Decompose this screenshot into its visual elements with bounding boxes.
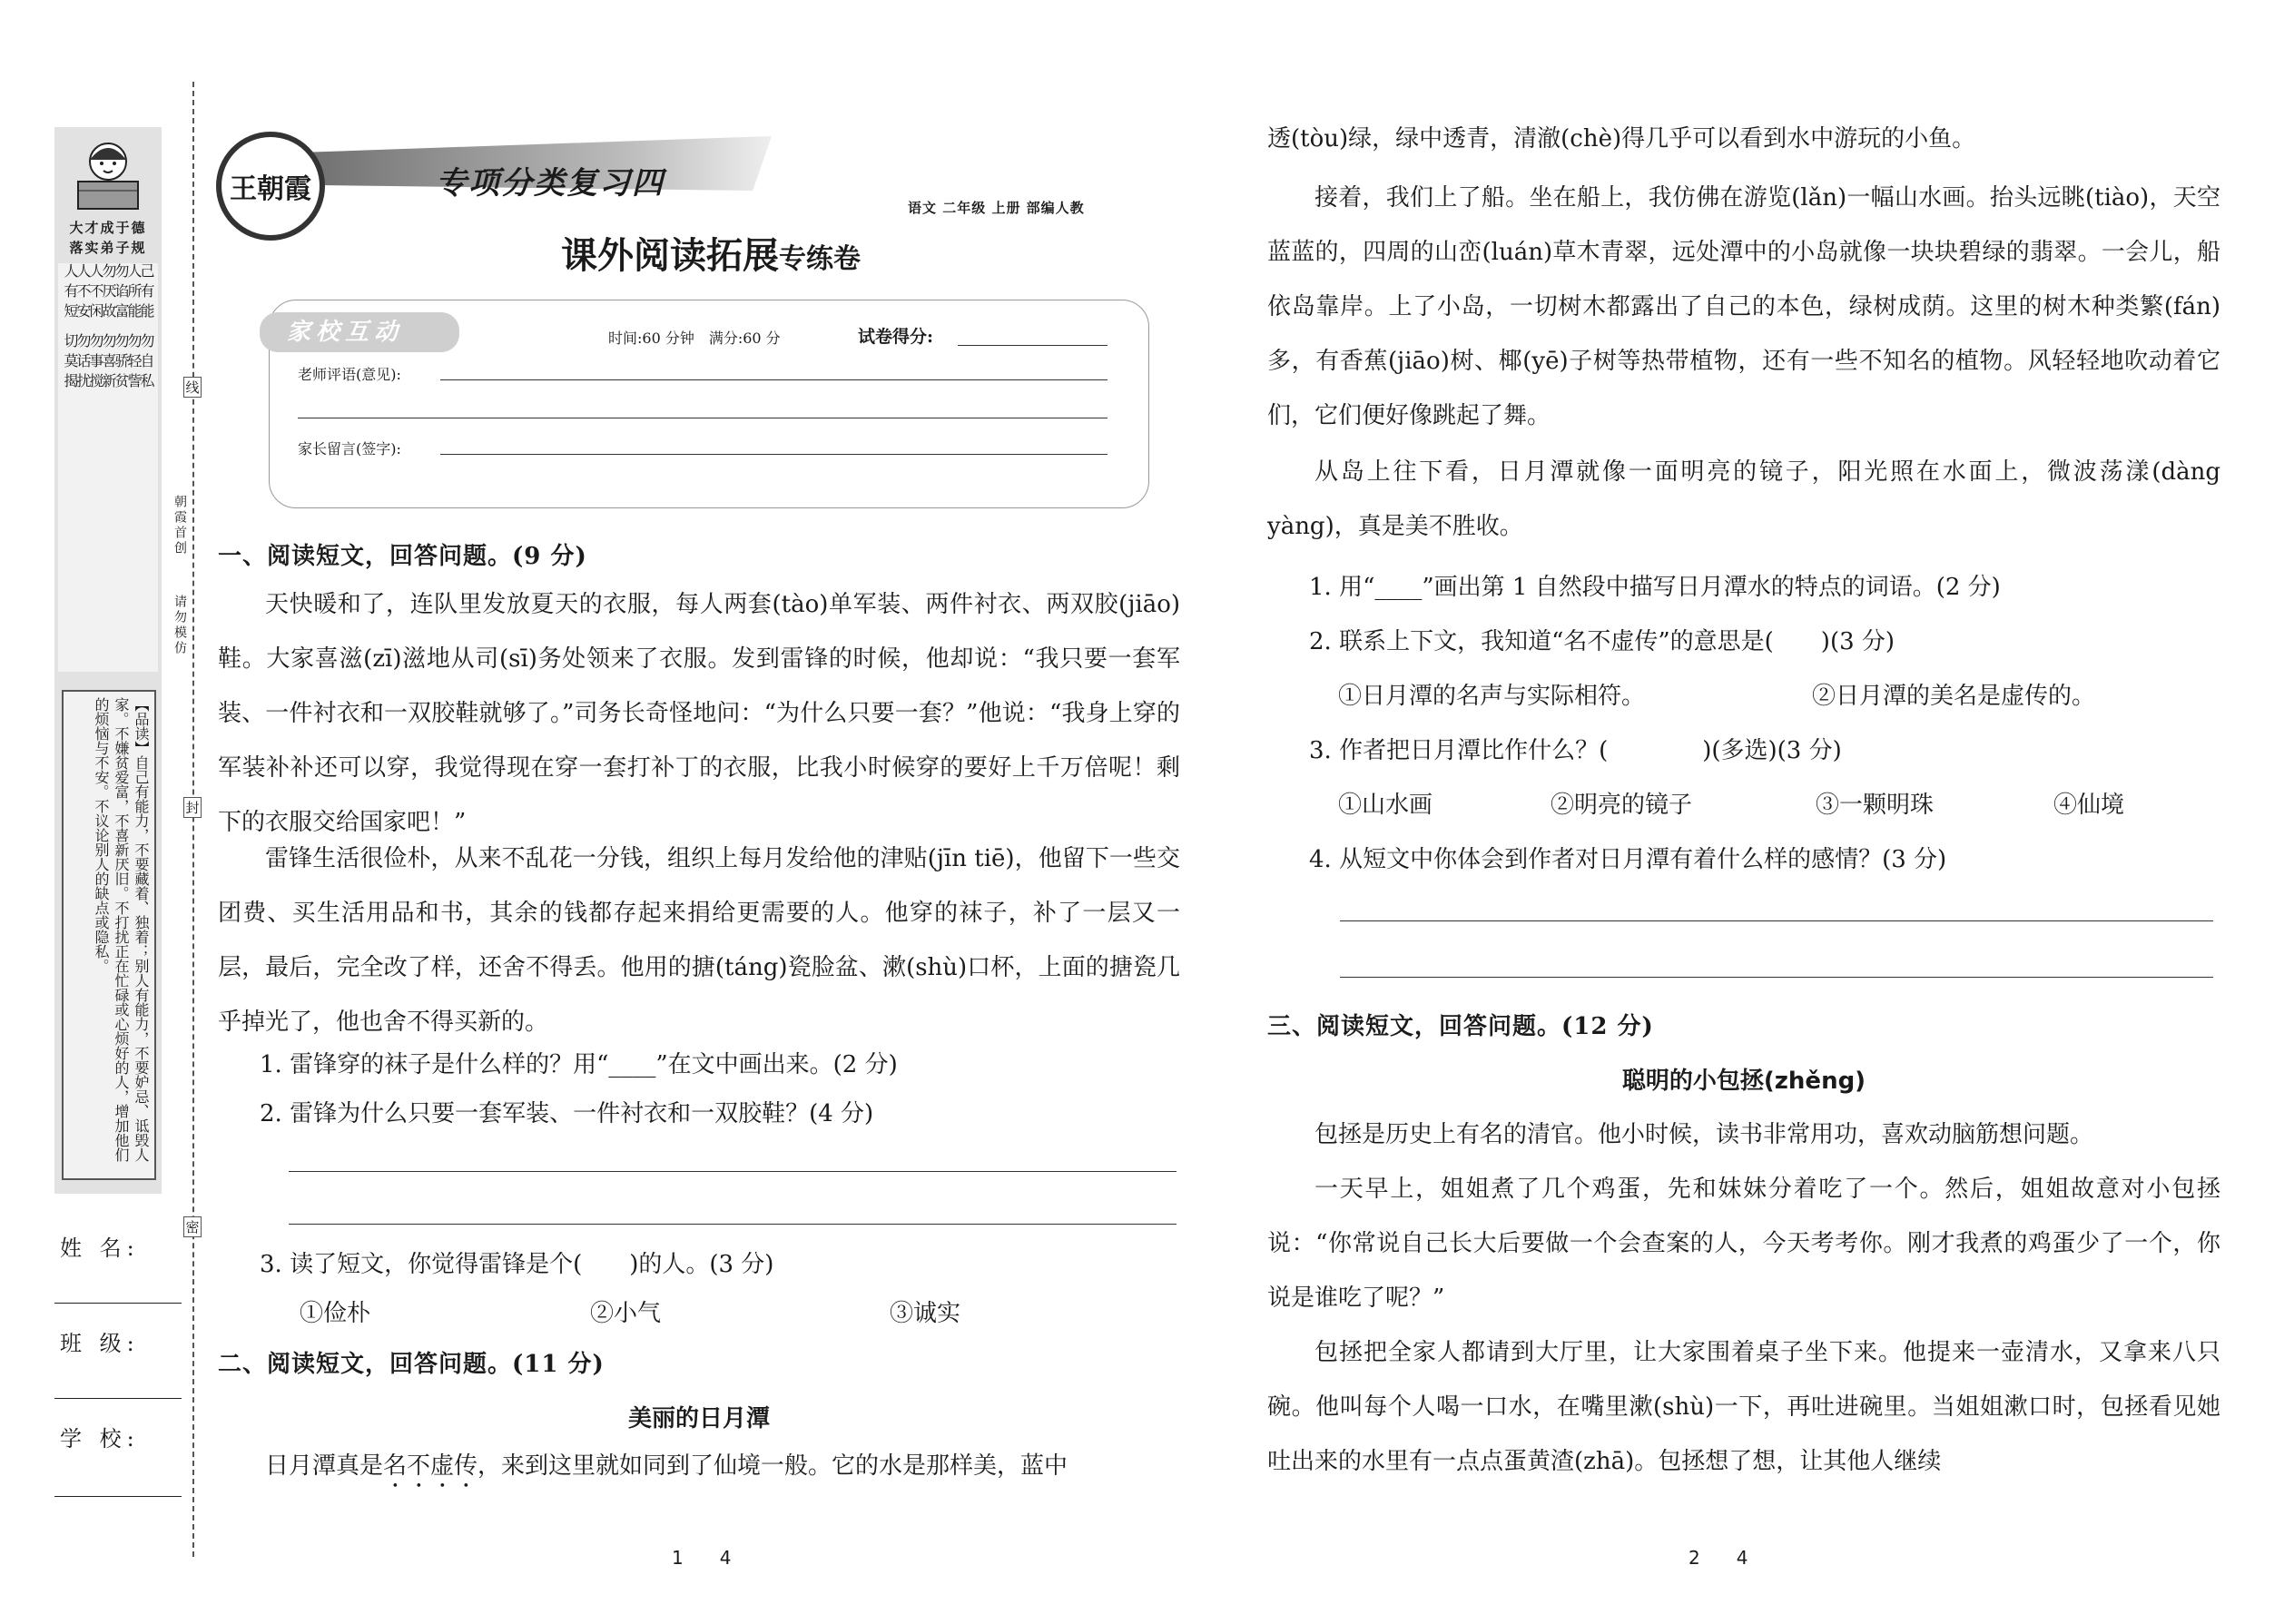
motto-bottom: 落实弟子规 [69,240,147,256]
option-a[interactable]: ①俭朴 [300,1300,371,1327]
answer-line[interactable] [1340,920,2213,921]
class-field[interactable] [54,1398,182,1399]
main-title [561,227,861,279]
text-run: ，来到这里就如同到了仙境一般。它的水是那样美，蓝中 [478,1452,1068,1480]
passage-3-paragraph-2: 一天早上，姐姐煮了几个鸡蛋，先和妹妹分着吃了一个。然后，姐姐故意对小包拯说：“你常说自己长大后要做一个会查案的人，今天考考你。刚才我煮的鸡蛋少了一个，你说是谁吃了呢？” [1267,1176,2220,1312]
passage-2-paragraph-1-cont: 透(tòu)绿，绿中透青，清澈(chè)得几乎可以看到水中游玩的小鱼。 [1267,125,1976,153]
page-number-left: 1 4 [672,1547,732,1569]
question-2-2: 2. 联系上下文，我知道“名不虚传”的意思是( )(3 分) [1309,628,1895,655]
teacher-comment-field[interactable] [440,379,1108,380]
parent-message-label: 家长留言(签字): [298,440,401,458]
seal-line-mark: 线 [183,377,202,398]
brand-logo [216,132,325,241]
rule-line: 勿厌故 勿喜新 [100,263,117,394]
answer-line[interactable] [1340,977,2213,978]
passage-2-paragraph-3: 从岛上往下看，日月潭就像一面明亮的镜子，阳光照在水面上，微波荡漾(dàng yàng)，真是美不胜收。 [1267,458,2220,540]
name-field[interactable] [54,1303,182,1304]
section-1-title: 一、阅读短文，回答问题。(9 分) [218,543,587,570]
option-c[interactable]: ③一颗明珠 [1816,792,1935,819]
option-a[interactable]: ①日月潭的名声与实际相符。 [1338,683,1646,710]
emphasized-phrase: 名不虚传 [383,1452,478,1480]
passage-1-paragraph-1: 天快暖和了，连队里发放夏天的衣服，每人两套(tào)单军装、两件衬衣、两双胶(jiāo)鞋。大家喜滋(zī)滋地从司(sī)务处领来了衣服。发到雷锋的时候，他却说：“我只要一套军装、一件衬衣和一双胶鞋就够了。”司务长奇怪地问：“为什么只要一套？”他说：“我身上穿的军装补补还可以穿，我觉得现在穿一套打补丁的衣服，比我小时候穿的要好上千万倍呢！剩下的衣服交给国家吧！” [218,591,1180,836]
main-title-suffix: 专练卷 [779,243,861,275]
question-1-1: 1. 雷锋穿的袜子是什么样的？用“____”在文中画出来。(2 分) [260,1051,898,1078]
score-field[interactable] [958,345,1108,346]
side-note-no-copy: 请勿模仿 [172,595,187,656]
rule-line: 人所能 勿轻訾 [125,263,143,394]
question-2-3: 3. 作者把日月潭比作什么？( )(多选)(3 分) [1309,737,1842,764]
passage-3-paragraph-1: 包拯是历史上有名的清官。他小时候，读书非常用功，喜欢动脑筋想问题。 [1314,1121,2094,1148]
option-d[interactable]: ④仙境 [2053,792,2125,819]
option-b[interactable]: ②小气 [590,1300,662,1327]
series-title: 专项分类复习四 [436,165,665,202]
school-label: 学 校: [60,1426,140,1452]
home-school-tag: 家校互动 [260,312,459,352]
question-2-1: 1. 用“____”画出第 1 自然段中描写日月潭水的特点的词语。(2 分) [1309,574,2001,601]
question-1-2: 2. 雷锋为什么只要一套军装、一件衬衣和一双胶鞋？(4 分) [260,1100,874,1127]
main-title-text: 课外阅读拓展 [561,234,779,277]
text-run: 日月潭真是 [265,1452,384,1480]
passage-3-title: 聪明的小包拯(zhěng) [1621,1068,1866,1095]
passage-3-paragraph-3: 包拯把全家人都请到大厅里，让大家围着桌子坐下来。他提来一壶清水，又拿来八只碗。他叫每个人喝一口水，在嘴里漱(shù)一下，再吐进碗里。当姐姐漱口时，包拯看见她吐出来的水里有一点点蛋黄渣(zhā)。包拯想了想，让其他人继续 [1267,1339,2220,1475]
rule-line: 己有能 勿自私 [138,263,155,394]
seal-dense-mark: 密 [183,1216,202,1237]
rule-line: 勿谄富 勿骄贫 [113,263,130,394]
time-info: 时间:60 分钟 满分:60 分 [608,330,781,347]
pindu-commentary: 【品读】自己有能力，不要藏着、独着；别人有能力，不要妒忌、诋毁人家。不嫌贫爱富，不喜新厌旧。不打扰正在忙碌或心烦好的人，增加他们的烦恼与不安。不议论别人的缺点或隐私。 [62,690,156,1180]
class-label: 班 级: [60,1331,140,1356]
side-note-original: 朝霞首创 [172,495,187,556]
rule-line: 人有短 切莫揭 [62,263,79,394]
boy-illustration [65,134,151,214]
option-b[interactable]: ②明亮的镜子 [1551,792,1693,819]
question-1-3: 3. 读了短文，你觉得雷锋是个( )的人。(3 分) [260,1251,774,1278]
passage-2-paragraph-1 [218,1445,1180,1493]
rule-line: 人不闲 勿事搅 [87,263,104,394]
page-number-right: 2 4 [1689,1547,1748,1569]
option-b[interactable]: ②日月潭的美名是虚传的。 [1812,683,2096,710]
rules-panel [58,263,158,672]
parent-message-field[interactable] [440,454,1108,455]
binding-dashed-line [192,82,194,1557]
section-2-title: 二、阅读短文，回答问题。(11 分) [218,1351,605,1378]
teacher-comment-label: 老师评语(意见): [298,366,401,383]
answer-line[interactable] [289,1171,1177,1172]
section-3-title: 三、阅读短文，回答问题。(12 分) [1267,1013,1654,1040]
answer-line[interactable] [289,1224,1177,1225]
option-c[interactable]: ③诚实 [890,1300,961,1327]
school-field[interactable] [54,1496,182,1497]
seal-seal-mark: 封 [183,797,202,818]
option-a[interactable]: ①山水画 [1338,792,1433,819]
motto-top: 大才成于德 [69,220,147,236]
rule-line: 人不安 勿话扰 [74,263,92,394]
passage-1-paragraph-2: 雷锋生活很俭朴，从来不乱花一分钱，组织上每月发给他的津贴(jīn tiē)，他留下一些交团费、买生活用品和书，其余的钱都存起来捐给更需要的人。他穿的袜子，补了一层又一层，最后，完全改了样，还舍不得丢。他用的搪(táng)瓷脸盆、漱(shù)口杯，上面的搪瓷几乎掉光了，他也舍不得买新的。 [218,845,1180,1036]
passage-2-paragraph-2: 接着，我们上了船。坐在船上，我仿佛在游览(lǎn)一幅山水画。抬头远眺(tiào)，天空蓝蓝的，四周的山峦(luán)草木青翠，远处潭中的小岛就像一块块碧绿的翡翠。一会儿，船依岛靠岸。上了小岛，一切树木都露出了自己的本色，绿树成荫。这里的树木种类繁(fán)多，有香蕉(jiāo)树、椰(yē)子树等热带植物，还有一些不知名的植物。风轻轻地吹动着它们，它们便好像跳起了舞。 [1267,184,2220,429]
name-label: 姓 名: [60,1235,140,1261]
question-2-4: 4. 从短文中你体会到作者对日月潭有着什么样的感情？(3 分) [1309,846,1947,873]
logo-text: 王朝霞 [230,173,311,205]
score-label: 试卷得分: [858,327,934,347]
passage-2-title: 美丽的日月潭 [627,1405,770,1432]
subject-tags: 语文 二年级 上册 部编人教 [908,200,1085,216]
